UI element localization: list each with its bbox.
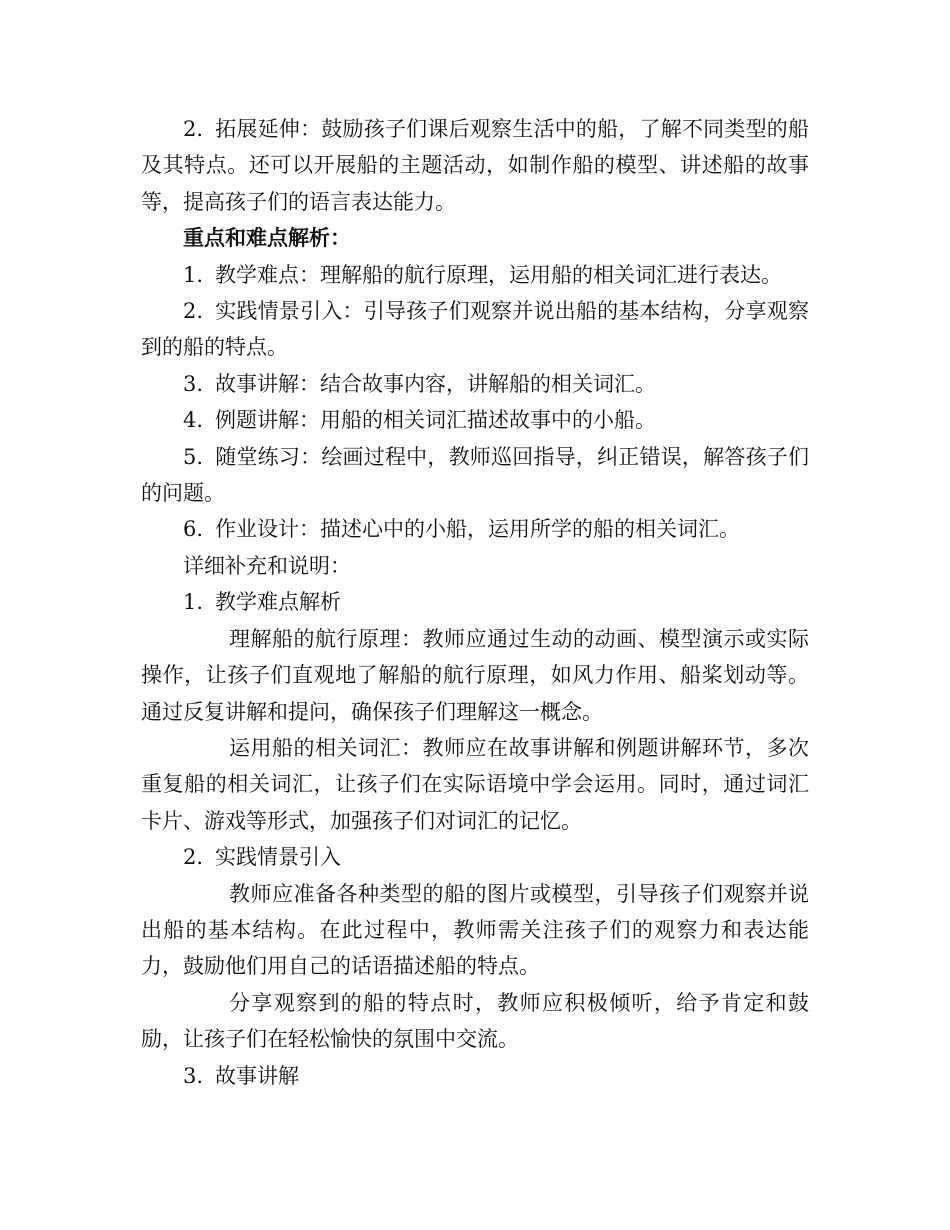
heading-text: 详细补充和说明： [183,553,351,578]
subsection-heading [141,584,809,620]
section-heading-key-points [141,220,809,256]
paragraph-text: 故事讲解：结合故事内容，讲解船的相关词汇。 [215,371,657,396]
paragraph-text: 作业设计：描述心中的小船，运用所学的船的相关词汇。 [215,517,741,542]
list-item [141,366,809,402]
list-item [141,293,809,366]
list-number: 2. [183,845,204,870]
paragraph-text: 分享观察到的船的特点时，教师应积极倾听，给予肯定和鼓励，让孩子们在轻松愉快的氛围中交流。 [141,990,809,1052]
list-number: 2. [183,299,204,324]
section-heading-details [141,548,809,584]
list-item [141,257,809,293]
body-paragraph [141,730,809,839]
body-paragraph [141,876,809,985]
subsection-heading [141,1058,809,1094]
list-number: 4. [183,408,204,433]
paragraph-extension [141,111,809,220]
list-number: 3. [183,1063,204,1088]
paragraph-text: 随堂练习：绘画过程中，教师巡回指导，纠正错误，解答孩子们的问题。 [141,444,809,506]
list-number: 1. [183,590,204,615]
paragraph-text: 例题讲解：用船的相关词汇描述故事中的小船。 [215,408,657,433]
paragraph-text: 运用船的相关词汇：教师应在故事讲解和例题讲解环节，多次重复船的相关词汇，让孩子们在实际语境中学会运用。同时，通过词汇卡片、游戏等形式，加强孩子们对词汇的记忆。 [141,735,809,833]
list-number: 3. [183,371,204,396]
list-item [141,402,809,438]
paragraph-text: 故事讲解 [215,1063,300,1088]
list-number: 6. [183,517,204,542]
paragraph-text: 实践情景引入：引导孩子们观察并说出船的基本结构，分享观察到的船的特点。 [141,299,809,360]
paragraph-text: 教学难点：理解船的航行原理，运用船的相关词汇进行表达。 [215,262,783,287]
body-paragraph [141,621,809,730]
list-item [141,439,809,512]
subsection-heading [141,839,809,875]
heading-text: 重点和难点解析： [183,225,351,251]
paragraph-text: 理解船的航行原理：教师应通过生动的动画、模型演示或实际操作，让孩子们直观地了解船的航行原理，如风力作用、船桨划动等。通过反复讲解和提问，确保孩子们理解这一概念。 [141,626,809,724]
paragraph-text: 教师应准备各种类型的船的图片或模型，引导孩子们观察并说出船的基本结构。在此过程中，教师需关注孩子们的观察力和表达能力，鼓励他们用自己的话语描述船的特点。 [141,881,809,979]
paragraph-text: 教学难点解析 [215,590,342,615]
body-paragraph [141,985,809,1058]
list-item [141,511,809,547]
list-number: 5. [183,444,204,469]
paragraph-text: 拓展延伸：鼓励孩子们课后观察生活中的船，了解不同类型的船及其特点。还可以开展船的主题活动，如制作船的模型、讲述船的故事等，提高孩子们的语言表达能力。 [141,117,809,214]
list-number: 1. [183,262,204,287]
list-number: 2. [183,117,204,141]
document-page [141,111,809,1094]
paragraph-text: 实践情景引入 [215,845,342,870]
